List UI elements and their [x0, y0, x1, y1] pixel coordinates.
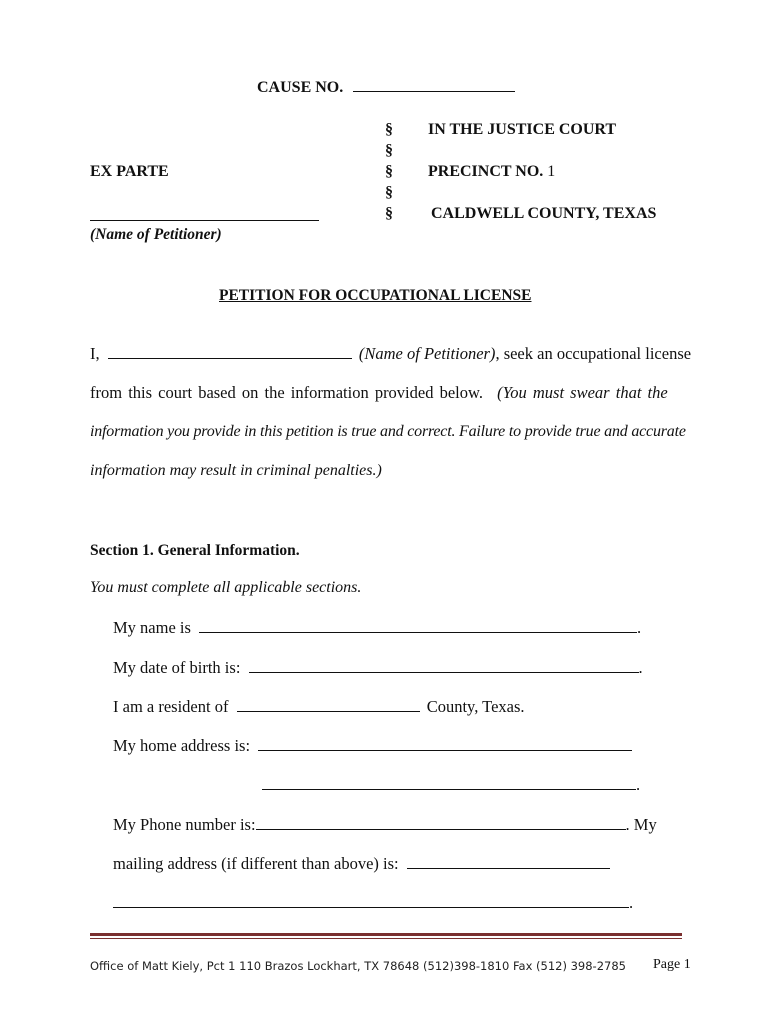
resident-row: [113, 697, 525, 717]
intro-name-hint: (Name of Petitioner): [358, 344, 496, 363]
address-field-1[interactable]: [258, 749, 632, 751]
intro-name-field[interactable]: [108, 357, 352, 359]
name-field[interactable]: [199, 631, 637, 633]
intro-line-1: [90, 344, 691, 364]
mailing-row-2: [113, 893, 633, 913]
section-symbol-2: §: [385, 142, 393, 159]
precinct-number: 1: [547, 163, 556, 180]
resident-suffix: County, Texas.: [426, 697, 525, 716]
phone-suffix: . My: [625, 815, 657, 834]
intro-i: I,: [90, 344, 100, 363]
intro-after-name: , seek an occupational license: [495, 344, 692, 363]
address-row-2: [262, 775, 640, 795]
phone-label: My Phone number is:: [113, 815, 256, 834]
dob-period: .: [638, 658, 643, 677]
cause-no-field[interactable]: [353, 90, 515, 92]
footer-rule-thin: [90, 938, 682, 939]
intro-line-4: information may result in criminal penalties.): [90, 462, 382, 479]
intro-line2-italic: (You must swear that the: [497, 383, 668, 402]
section-symbol-4: §: [385, 184, 393, 201]
resident-label: I am a resident of: [113, 697, 229, 716]
county-name: CALDWELL COUNTY, TEXAS: [431, 205, 657, 222]
section-symbol-5: §: [385, 205, 393, 222]
mailing-field-2[interactable]: [113, 906, 629, 908]
footer-office: Office of Matt Kiely, Pct 1 110 Brazos Lockhart, TX 78648 (512)398-1810 Fax (512) 398-2785: [90, 959, 626, 973]
dob-row: [113, 658, 643, 678]
intro-line2-text: from this court based on the information provided below.: [90, 383, 483, 402]
mailing-period: .: [629, 893, 634, 912]
resident-county-field[interactable]: [237, 710, 420, 712]
section-symbol-3: §: [385, 163, 393, 180]
phone-field[interactable]: [256, 828, 626, 830]
name-of-petitioner-caption: (Name of Petitioner): [90, 226, 222, 243]
section-symbol-1: §: [385, 121, 393, 138]
intro-line-3: information you provide in this petition is true and correct. Failure to provide true and accurate: [90, 423, 686, 440]
phone-row: [113, 815, 657, 835]
mailing-field-1[interactable]: [407, 867, 610, 869]
cause-no-label: CAUSE NO.: [257, 79, 344, 96]
footer-rule-thick: [90, 933, 682, 936]
name-period: .: [637, 618, 642, 637]
ex-parte-label: EX PARTE: [90, 163, 169, 180]
dob-field[interactable]: [249, 671, 639, 673]
address-label: My home address is:: [113, 736, 251, 755]
page-number: Page 1: [653, 957, 691, 972]
court-name: IN THE JUSTICE COURT: [428, 121, 617, 138]
name-row: [113, 618, 641, 638]
document-title: PETITION FOR OCCUPATIONAL LICENSE: [219, 287, 532, 304]
cause-no-row: [257, 79, 515, 97]
name-label: My name is: [113, 618, 191, 637]
precinct-label: PRECINCT NO.: [428, 163, 544, 180]
petitioner-name-field[interactable]: [90, 220, 319, 221]
address-row: [113, 736, 632, 756]
address-field-2[interactable]: [262, 788, 636, 790]
precinct-row: [428, 163, 555, 181]
intro-line-2: [90, 383, 668, 403]
mailing-row: [113, 854, 610, 874]
section1-subheading: You must complete all applicable sections.: [90, 579, 362, 596]
section1-heading: Section 1. General Information.: [90, 542, 300, 559]
address-period: .: [636, 775, 641, 794]
mailing-label: mailing address (if different than above) is:: [113, 854, 399, 873]
dob-label: My date of birth is:: [113, 658, 241, 677]
